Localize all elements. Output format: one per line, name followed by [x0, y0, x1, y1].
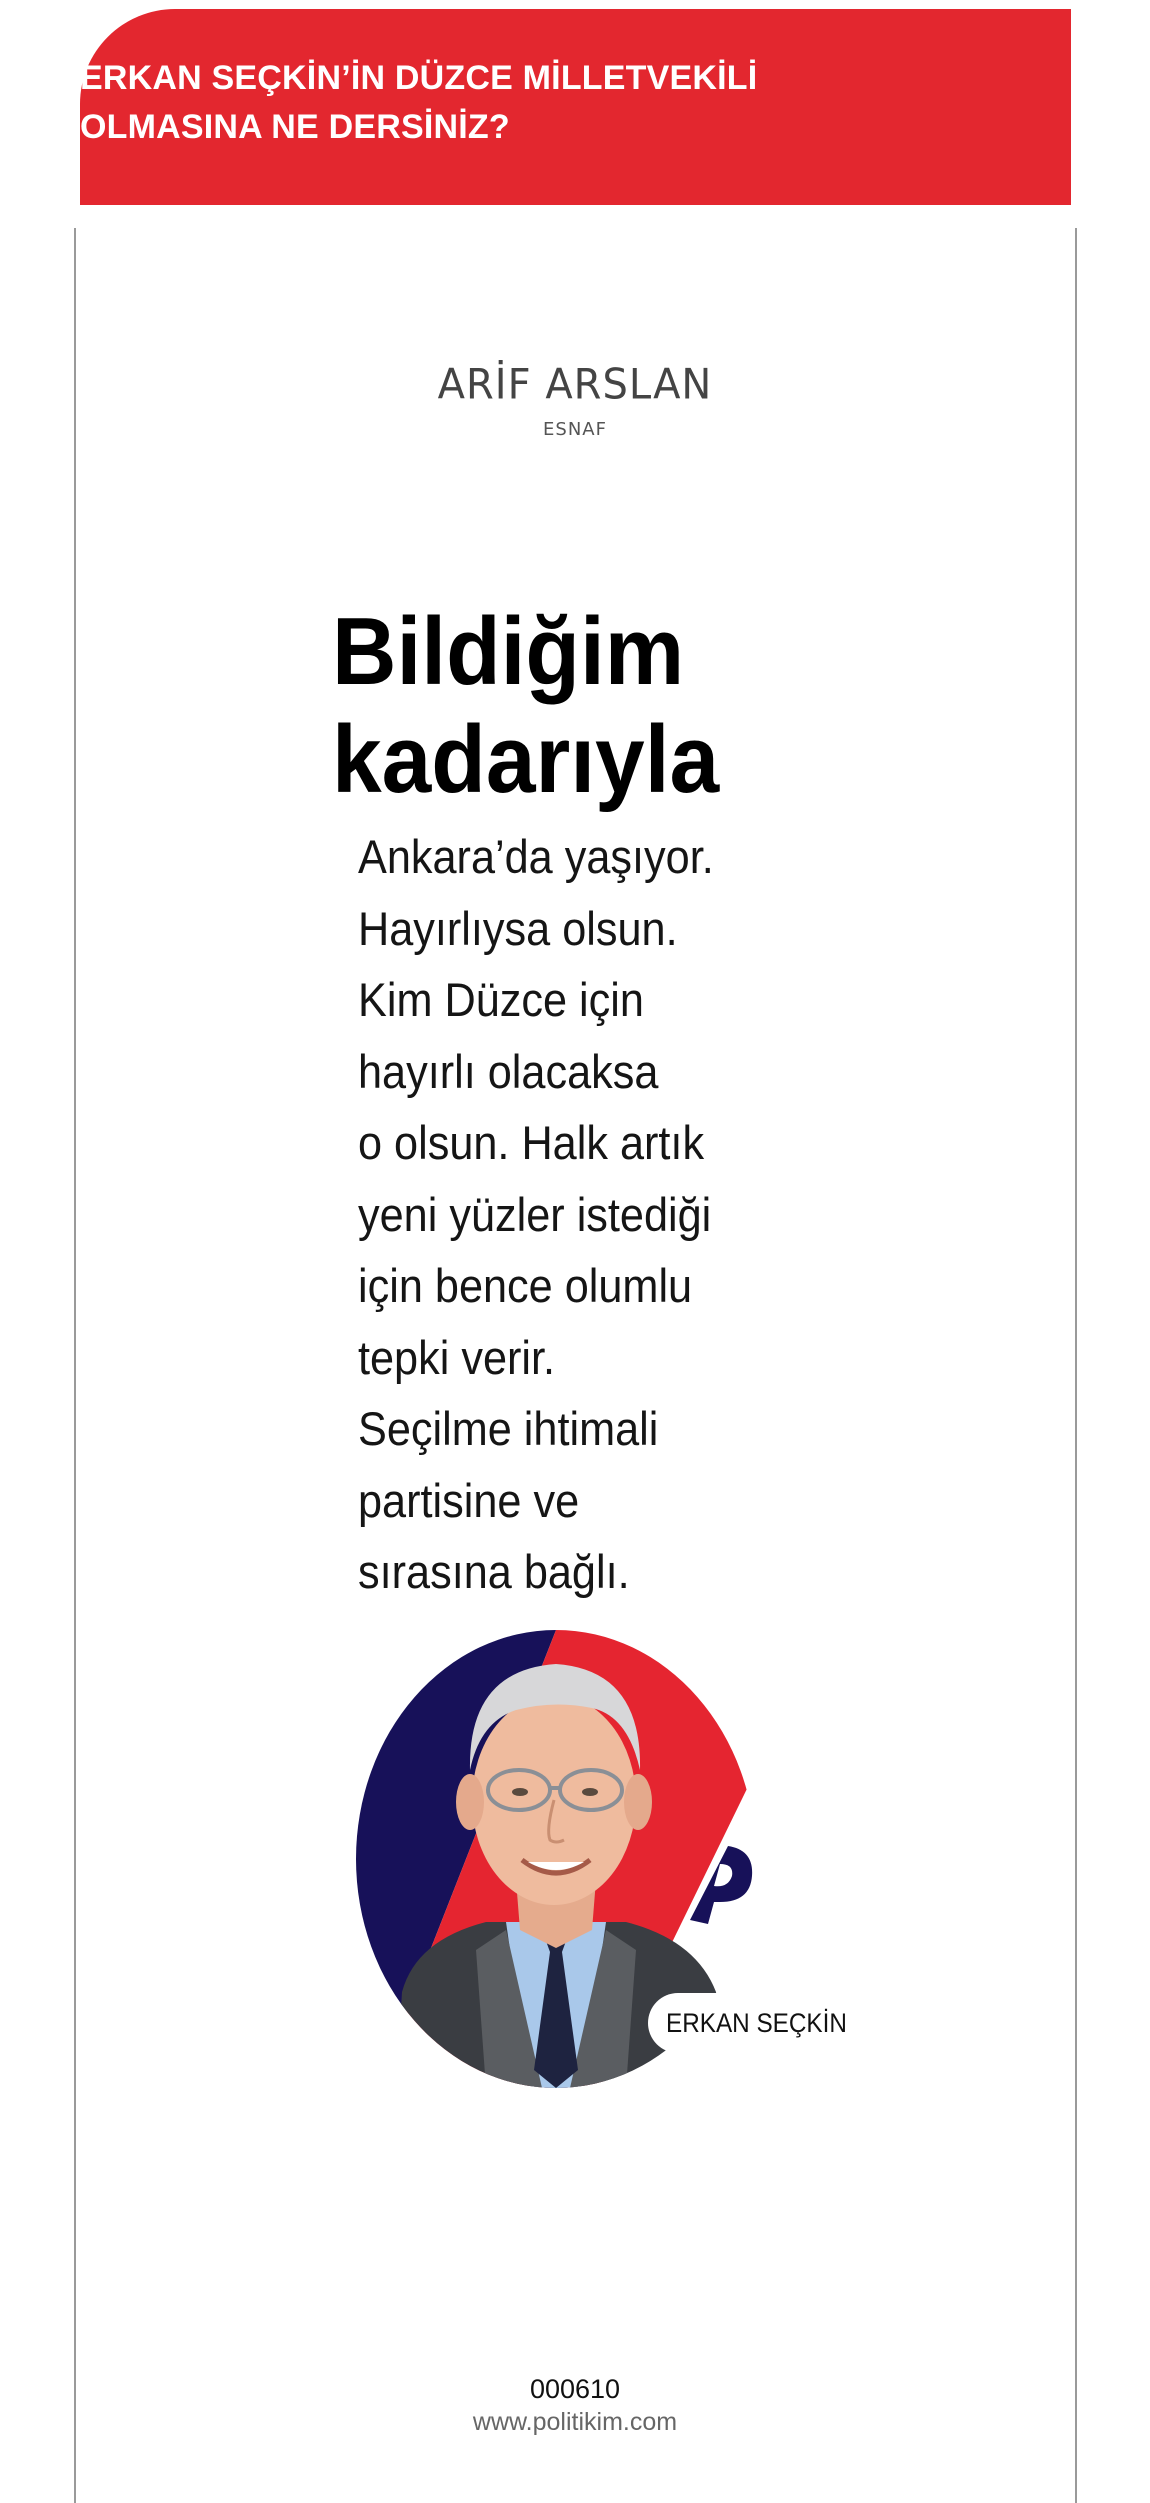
quote-body-line: Kim Düzce için	[358, 973, 644, 1026]
author-name: ARİF ARSLAN	[437, 360, 713, 410]
footer-code: 000610	[529, 2374, 621, 2404]
quote-body-line: partisine ve	[358, 1473, 580, 1527]
quote-body-line: tepki verir.	[358, 1330, 556, 1384]
quote-body-line: Ankara’da yaşıyor.	[358, 830, 714, 883]
footer-website-link[interactable]: www.politikim.com	[472, 2408, 678, 2436]
frame-line-left	[74, 228, 76, 2503]
page-title-line-1: ERKAN SEÇKİN’İN DÜZCE MİLLETVEKİLİ	[80, 59, 758, 97]
candidate-name: ERKAN SEÇKİN	[666, 2008, 847, 2038]
author-role: ESNAF	[543, 419, 607, 440]
quote-headline-line-1: Bildiğim	[332, 598, 685, 705]
quote-body-line: Hayırlıysa olsun.	[358, 901, 678, 955]
page-title	[80, 54, 960, 152]
quote-body	[358, 821, 744, 1608]
quote-headline-line-2: kadarıyla	[332, 706, 720, 813]
quote-body-line: o olsun. Halk artık	[358, 1116, 705, 1169]
quote-body-line: Seçilme ihtimali	[358, 1402, 659, 1455]
quote-body-line: sırasına bağlı.	[358, 1545, 630, 1598]
quote-body-line: için bence olumlu	[358, 1259, 693, 1312]
quote-headline	[332, 598, 719, 814]
quote-body-line: yeni yüzler istediği	[358, 1187, 712, 1241]
frame-line-right	[1075, 228, 1077, 2503]
page-title-line-2: OLMASINA NE DERSİNİZ?	[80, 108, 510, 146]
quote-body-line: hayırlı olacaksa	[358, 1044, 659, 1098]
